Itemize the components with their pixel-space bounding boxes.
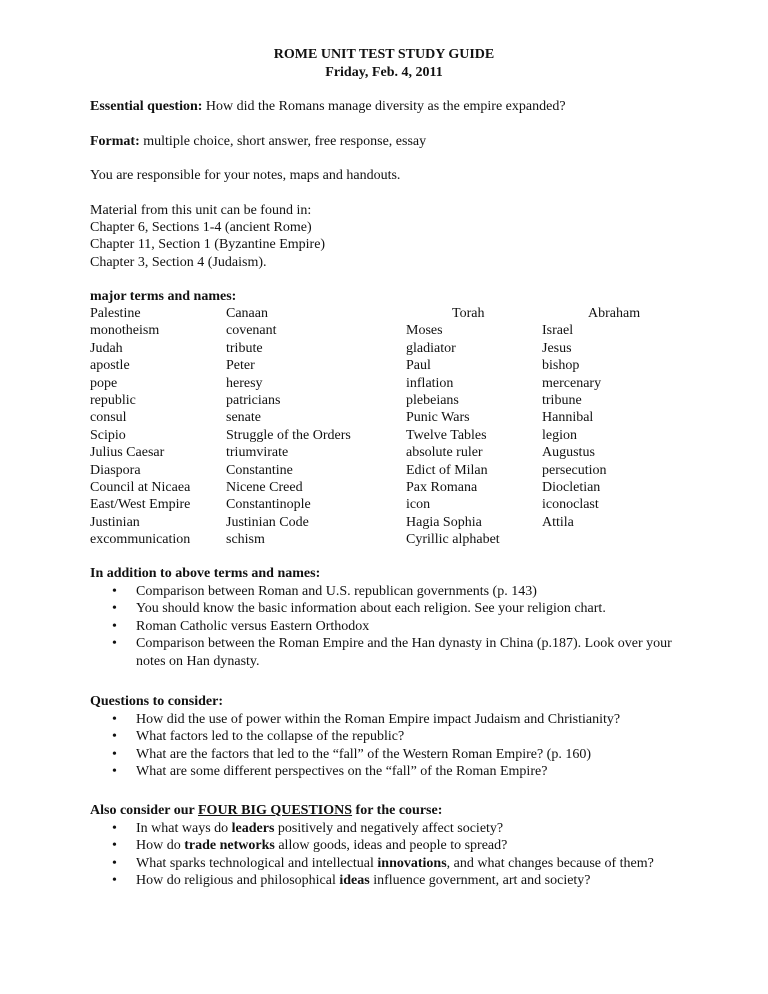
term-cell: legion [542,427,577,443]
questions-heading: Questions to consider: [90,694,223,709]
term-cell: excommunication [90,532,191,548]
term-cell: Pax Romana [406,480,478,495]
term-cell: Struggle of the Orders [226,427,351,443]
item-text: allow goods, ideas and people to spread? [274,838,508,854]
term-cell: Justinian Code [226,514,309,530]
term-cell: absolute ruler [406,445,483,461]
term-cell: patricians [226,393,281,408]
term-cell: Peter [226,358,255,374]
list-item [90,820,680,837]
addition-list [90,583,680,670]
term-cell: Edict of Milan [406,462,488,478]
term-cell: triumvirate [226,445,289,461]
responsibility-note: You are responsible for your notes, maps and handouts. [90,168,401,183]
term-cell: iconoclast [542,497,599,513]
item-keyword: leaders [231,821,275,836]
list-item [90,837,680,854]
item-text: In what ways do [136,821,232,836]
material-item: Chapter 11, Section 1 (Byzantine Empire) [90,237,326,252]
item-text: How do religious and philosophical [136,873,340,889]
term-cell: Scipio [90,427,126,443]
term-cell: Judah [90,340,123,356]
term-cell: monotheism [90,323,160,339]
term-cell: Hagia Sophia [406,514,482,530]
item-text: What sparks technological and intellectual [136,855,378,871]
format-label: Format: [90,134,140,149]
term-cell: Punic Wars [406,410,470,426]
term-cell: Diocletian [542,480,601,495]
term-cell: Justinian [90,514,140,530]
term-cell: republic [90,393,136,408]
term-cell: Hannibal [542,410,594,426]
item-text: positively and negatively affect society? [274,821,504,836]
term-cell: tribune [542,393,582,408]
essential-question-label: Essential question: [90,99,203,114]
term-cell: apostle [90,358,130,374]
term-cell: Moses [406,323,443,339]
term-cell: icon [406,497,431,513]
material-intro: Material from this unit can be found in: [90,203,312,218]
term-cell: Jesus [542,340,572,356]
term-cell: East/West Empire [90,497,191,513]
list-item: • What are some different perspectives on the “fall” of the Roman Empire? [90,763,680,780]
format-line [90,133,426,150]
item-keyword: ideas [339,873,370,889]
term-cell: Cyrillic alphabet [406,532,500,548]
term-cell: covenant [226,323,277,339]
essential-question [90,98,566,115]
big-questions-heading [90,802,442,819]
big-questions-list [90,820,680,890]
term-cell: Augustus [542,445,595,461]
item-keyword: trade networks [184,838,275,854]
document-date: Friday, Feb. 4, 2011 [325,65,443,80]
list-item [90,855,680,872]
term-cell: Diaspora [90,462,141,478]
format-text: multiple choice, short answer, free response, essay [143,134,427,149]
big-questions-heading-pre: Also consider our [90,803,198,818]
big-questions-heading-post: for the course: [352,803,443,818]
term-cell: tribute [226,340,263,356]
term-cell: Palestine [90,306,141,321]
term-cell: Israel [542,323,574,339]
list-item: • What are the factors that led to the “fall” of the Western Roman Empire? (p. 160) [90,746,680,763]
term-cell: Julius Caesar [90,445,165,461]
term-cell: Council at Nicaea [90,480,191,495]
term-cell: Nicene Creed [226,480,303,495]
list-item [90,872,680,889]
list-item: • Comparison between Roman and U.S. republican governments (p. 143) [90,583,680,600]
term-cell: pope [90,375,118,391]
item-text: , and what changes because of them? [446,855,654,871]
list-item: • What factors led to the collapse of the republic? [90,728,680,745]
list-item: • You should know the basic information about each religion. See your religion chart. [90,600,680,617]
list-item: • Roman Catholic versus Eastern Orthodox [90,618,680,635]
term-cell: Paul [406,358,431,374]
list-item: • How did the use of power within the Roman Empire impact Judaism and Christianity? [90,711,680,728]
term-cell: senate [226,410,261,426]
big-questions-heading-underlined: FOUR BIG QUESTIONS [198,803,353,818]
term-cell: persecution [542,462,607,478]
material-item: Chapter 3, Section 4 (Judaism). [90,255,267,270]
questions-list [90,711,680,781]
material-item: Chapter 6, Sections 1-4 (ancient Rome) [90,220,312,235]
list-item: • Comparison between the Roman Empire and the Han dynasty in China (p.187). Look over your notes on Han dynasty. [90,635,680,670]
essential-question-text: How did the Romans manage diversity as the empire expanded? [205,99,566,114]
term-cell: plebeians [406,393,459,408]
terms-heading: major terms and names: [90,289,237,304]
term-cell: heresy [226,375,263,391]
term-cell: consul [90,410,127,426]
term-cell: Torah [452,306,485,321]
term-cell: gladiator [406,340,456,356]
term-cell: schism [226,532,265,548]
term-cell: Twelve Tables [406,427,487,443]
term-cell: Constantine [226,462,293,478]
term-cell: mercenary [542,375,602,391]
addition-heading: In addition to above terms and names: [90,566,321,581]
document-title: ROME UNIT TEST STUDY GUIDE [273,47,495,62]
term-cell: Abraham [588,306,641,321]
term-cell: Canaan [226,306,268,321]
term-cell: Attila [542,514,574,530]
term-cell: inflation [406,375,454,391]
item-keyword: innovations [377,855,447,871]
item-text: influence government, art and society? [369,873,591,889]
item-text: How do [136,838,185,854]
term-cell: Constantinople [226,497,311,513]
term-cell: bishop [542,358,580,374]
